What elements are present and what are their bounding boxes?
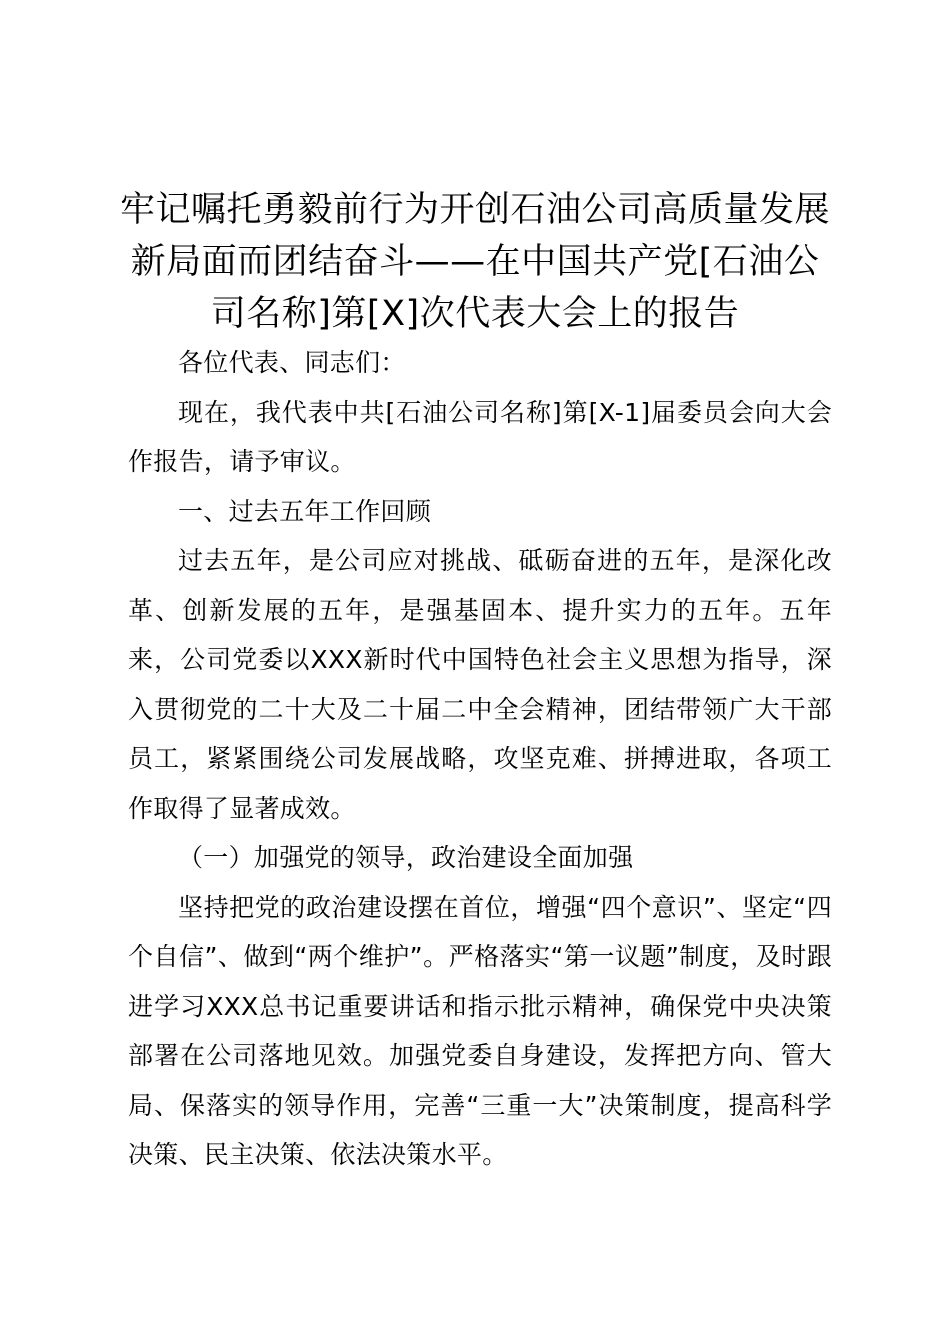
document-title: 牢记嘱托勇毅前行为开创石油公司高质量发展新局面而团结奋斗——在中国共产党[石油公司名称]第[X]次代表大会上的报告 — [119, 190, 830, 334]
subsection-heading: （一）加强党的领导，政治建设全面加强 — [178, 843, 634, 872]
paragraph-review: 过去五年，是公司应对挑战、砥砺奋进的五年，是深化改革、创新发展的五年，是强基固本、提升实力的五年。五年来，公司党委以XXX新时代中国特色社会主义思想为指导，深入贯彻党的二十大及二十届二中全会精神，团结带领广大干部员工，紧紧围绕公司发展战略，攻坚克难、拼搏进取，各项工作取得了显著成效。 — [128, 546, 832, 823]
document-body — [128, 338, 832, 1180]
section-heading: 一、过去五年工作回顾 — [178, 496, 432, 526]
paragraph-intro: 现在，我代表中共[石油公司名称]第[X-1]届委员会向大会作报告，请予审议。 — [128, 397, 832, 476]
paragraph-political: 坚持把党的政治建设摆在首位，增强“四个意识”、坚定“四个自信”、做到“两个维护”。严格落实“第一议题”制度，及时跟进学习XXX总书记重要讲话和指示批示精神，确保党中央决策部署在公司落地见效。加强党委自身建设，发挥把方向、管大局、保落实的领导作用，完善“三重一大”决策制度，提高科学决策、民主决策、依法决策水平。 — [128, 892, 832, 1169]
salutation: 各位代表、同志们： — [178, 348, 406, 377]
